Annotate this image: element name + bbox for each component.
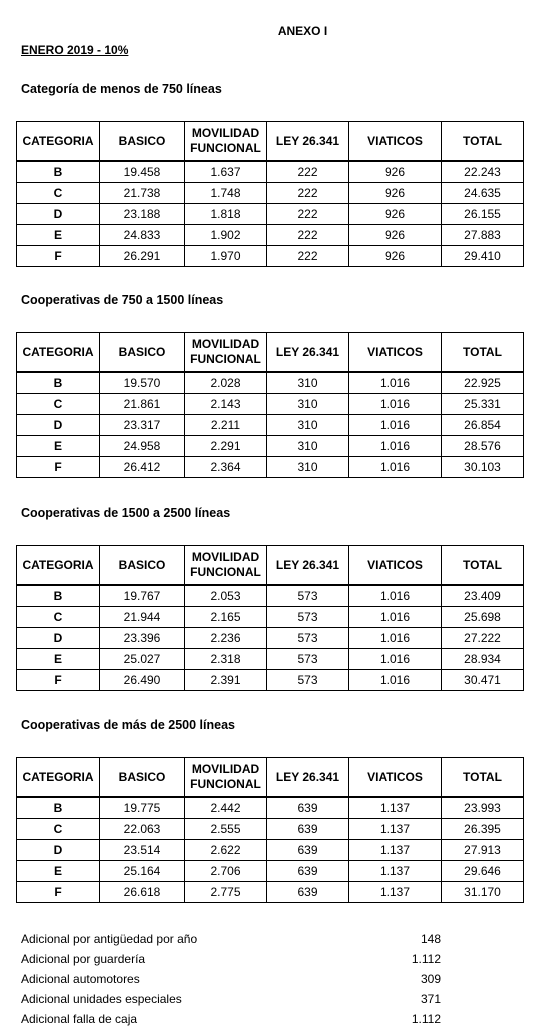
salary-table: [16, 757, 524, 903]
extra-item: [21, 969, 441, 989]
value-cell: 23.396: [100, 628, 185, 649]
category-cell: B: [17, 585, 100, 607]
table-row: [17, 246, 524, 267]
value-cell: 21.944: [100, 607, 185, 628]
value-cell: 573: [267, 670, 349, 691]
value-cell: 23.993: [442, 797, 524, 819]
extras-list: [21, 929, 441, 1029]
value-cell: 2.028: [185, 372, 267, 394]
value-cell: 573: [267, 628, 349, 649]
category-cell: E: [17, 861, 100, 882]
value-cell: 19.570: [100, 372, 185, 394]
value-cell: 1.016: [349, 415, 442, 436]
value-cell: 222: [267, 161, 349, 183]
table-row: [17, 372, 524, 394]
value-cell: 310: [267, 372, 349, 394]
value-cell: 1.016: [349, 585, 442, 607]
value-cell: 27.913: [442, 840, 524, 861]
category-cell: F: [17, 246, 100, 267]
table-row: [17, 649, 524, 670]
value-cell: 926: [349, 204, 442, 225]
value-cell: 25.331: [442, 394, 524, 415]
value-cell: 1.637: [185, 161, 267, 183]
value-cell: 24.833: [100, 225, 185, 246]
category-cell: F: [17, 670, 100, 691]
table-row: [17, 204, 524, 225]
value-cell: 1.016: [349, 649, 442, 670]
value-cell: 222: [267, 183, 349, 204]
value-cell: 25.698: [442, 607, 524, 628]
column-header: TOTAL: [442, 758, 524, 798]
table-row: [17, 840, 524, 861]
column-header: BASICO: [100, 546, 185, 586]
category-cell: D: [17, 204, 100, 225]
value-cell: 926: [349, 161, 442, 183]
value-cell: 24.635: [442, 183, 524, 204]
value-cell: 1.016: [349, 394, 442, 415]
column-header: MOVILIDAD FUNCIONAL: [185, 546, 267, 586]
value-cell: 26.618: [100, 882, 185, 903]
value-cell: 926: [349, 246, 442, 267]
value-cell: 26.395: [442, 819, 524, 840]
value-cell: 926: [349, 183, 442, 204]
category-cell: C: [17, 607, 100, 628]
salary-table: [16, 545, 524, 691]
category-cell: E: [17, 649, 100, 670]
value-cell: 1.902: [185, 225, 267, 246]
column-header: VIATICOS: [349, 546, 442, 586]
value-cell: 310: [267, 394, 349, 415]
value-cell: 1.016: [349, 628, 442, 649]
value-cell: 22.063: [100, 819, 185, 840]
section-heading: Cooperativas de 750 a 1500 líneas: [21, 293, 224, 307]
section-heading: Categoría de menos de 750 líneas: [21, 82, 222, 96]
value-cell: 2.555: [185, 819, 267, 840]
value-cell: 639: [267, 861, 349, 882]
column-header: MOVILIDAD FUNCIONAL: [185, 122, 267, 162]
column-header: MOVILIDAD FUNCIONAL: [185, 333, 267, 373]
column-header: BASICO: [100, 333, 185, 373]
column-header: TOTAL: [442, 333, 524, 373]
extra-label: Adicional por antigüedad por año: [21, 932, 198, 946]
value-cell: 22.925: [442, 372, 524, 394]
column-header: LEY 26.341: [267, 758, 349, 798]
value-cell: 26.490: [100, 670, 185, 691]
value-cell: 28.576: [442, 436, 524, 457]
value-cell: 26.412: [100, 457, 185, 478]
column-header: CATEGORIA: [17, 333, 100, 373]
table-row: [17, 797, 524, 819]
value-cell: 30.103: [442, 457, 524, 478]
table-row: [17, 161, 524, 183]
column-header: CATEGORIA: [17, 758, 100, 798]
document-title: ANEXO I: [277, 24, 328, 38]
value-cell: 1.016: [349, 607, 442, 628]
table-row: [17, 183, 524, 204]
category-cell: B: [17, 161, 100, 183]
category-cell: F: [17, 882, 100, 903]
value-cell: 2.211: [185, 415, 267, 436]
extra-value: 1.112: [411, 1012, 441, 1026]
value-cell: 2.706: [185, 861, 267, 882]
value-cell: 30.471: [442, 670, 524, 691]
value-cell: 1.137: [349, 797, 442, 819]
extra-item: [21, 949, 441, 969]
value-cell: 29.410: [442, 246, 524, 267]
value-cell: 1.818: [185, 204, 267, 225]
value-cell: 2.318: [185, 649, 267, 670]
value-cell: 27.883: [442, 225, 524, 246]
table-header-row: [17, 758, 524, 798]
category-cell: C: [17, 183, 100, 204]
table-header-row: [17, 333, 524, 373]
value-cell: 2.622: [185, 840, 267, 861]
value-cell: 26.291: [100, 246, 185, 267]
category-cell: E: [17, 436, 100, 457]
value-cell: 19.767: [100, 585, 185, 607]
table-row: [17, 819, 524, 840]
value-cell: 23.317: [100, 415, 185, 436]
column-header: TOTAL: [442, 546, 524, 586]
category-cell: E: [17, 225, 100, 246]
category-cell: B: [17, 797, 100, 819]
value-cell: 23.409: [442, 585, 524, 607]
table-row: [17, 457, 524, 478]
extra-label: Adicional por guardería: [21, 952, 146, 966]
table-row: [17, 882, 524, 903]
column-header: CATEGORIA: [17, 546, 100, 586]
value-cell: 310: [267, 457, 349, 478]
value-cell: 573: [267, 585, 349, 607]
column-header: BASICO: [100, 758, 185, 798]
extra-value: 1.112: [411, 952, 441, 966]
section-heading: Cooperativas de más de 2500 líneas: [21, 718, 235, 732]
category-cell: B: [17, 372, 100, 394]
section-heading: Cooperativas de 1500 a 2500 líneas: [21, 506, 231, 520]
table-header-row: [17, 122, 524, 162]
value-cell: 21.861: [100, 394, 185, 415]
value-cell: 1.137: [349, 819, 442, 840]
table-row: [17, 394, 524, 415]
extra-value: 148: [420, 932, 441, 946]
value-cell: 1.137: [349, 840, 442, 861]
salary-table: [16, 121, 524, 267]
value-cell: 222: [267, 246, 349, 267]
value-cell: 1.137: [349, 882, 442, 903]
value-cell: 1.748: [185, 183, 267, 204]
value-cell: 2.291: [185, 436, 267, 457]
extra-label: Adicional falla de caja: [21, 1012, 138, 1026]
column-header: VIATICOS: [349, 122, 442, 162]
value-cell: 310: [267, 415, 349, 436]
category-cell: D: [17, 840, 100, 861]
extra-item: [21, 1009, 441, 1029]
category-cell: C: [17, 819, 100, 840]
table-header-row: [17, 546, 524, 586]
extra-label: Adicional automotores: [21, 972, 140, 986]
table-row: [17, 607, 524, 628]
value-cell: 2.143: [185, 394, 267, 415]
value-cell: 2.236: [185, 628, 267, 649]
value-cell: 926: [349, 225, 442, 246]
column-header: MOVILIDAD FUNCIONAL: [185, 758, 267, 798]
extra-label: Adicional unidades especiales: [21, 992, 182, 1006]
value-cell: 639: [267, 882, 349, 903]
table-row: [17, 415, 524, 436]
value-cell: 2.442: [185, 797, 267, 819]
value-cell: 31.170: [442, 882, 524, 903]
value-cell: 1.016: [349, 670, 442, 691]
column-header: CATEGORIA: [17, 122, 100, 162]
value-cell: 23.514: [100, 840, 185, 861]
value-cell: 26.155: [442, 204, 524, 225]
value-cell: 2.391: [185, 670, 267, 691]
value-cell: 22.243: [442, 161, 524, 183]
value-cell: 2.775: [185, 882, 267, 903]
value-cell: 28.934: [442, 649, 524, 670]
value-cell: 24.958: [100, 436, 185, 457]
value-cell: 25.164: [100, 861, 185, 882]
value-cell: 222: [267, 225, 349, 246]
column-header: BASICO: [100, 122, 185, 162]
value-cell: 1.137: [349, 861, 442, 882]
value-cell: 639: [267, 840, 349, 861]
value-cell: 21.738: [100, 183, 185, 204]
category-cell: C: [17, 394, 100, 415]
value-cell: 27.222: [442, 628, 524, 649]
column-header: LEY 26.341: [267, 122, 349, 162]
value-cell: 26.854: [442, 415, 524, 436]
value-cell: 1.016: [349, 372, 442, 394]
table-row: [17, 670, 524, 691]
column-header: VIATICOS: [349, 333, 442, 373]
value-cell: 222: [267, 204, 349, 225]
value-cell: 29.646: [442, 861, 524, 882]
value-cell: 310: [267, 436, 349, 457]
value-cell: 573: [267, 649, 349, 670]
value-cell: 2.165: [185, 607, 267, 628]
column-header: VIATICOS: [349, 758, 442, 798]
value-cell: 2.053: [185, 585, 267, 607]
value-cell: 2.364: [185, 457, 267, 478]
value-cell: 1.970: [185, 246, 267, 267]
table-row: [17, 861, 524, 882]
value-cell: 573: [267, 607, 349, 628]
value-cell: 19.458: [100, 161, 185, 183]
extra-value: 309: [420, 972, 441, 986]
table-row: [17, 225, 524, 246]
column-header: TOTAL: [442, 122, 524, 162]
table-row: [17, 585, 524, 607]
value-cell: 1.016: [349, 457, 442, 478]
value-cell: 19.775: [100, 797, 185, 819]
table-row: [17, 628, 524, 649]
value-cell: 25.027: [100, 649, 185, 670]
document-subtitle: ENERO 2019 - 10%: [21, 43, 129, 57]
value-cell: 639: [267, 797, 349, 819]
extra-value: 371: [420, 992, 441, 1006]
column-header: LEY 26.341: [267, 333, 349, 373]
value-cell: 639: [267, 819, 349, 840]
table-row: [17, 436, 524, 457]
extra-item: [21, 929, 441, 949]
value-cell: 23.188: [100, 204, 185, 225]
column-header: LEY 26.341: [267, 546, 349, 586]
value-cell: 1.016: [349, 436, 442, 457]
salary-table: [16, 332, 524, 478]
category-cell: D: [17, 415, 100, 436]
category-cell: D: [17, 628, 100, 649]
extra-item: [21, 989, 441, 1009]
category-cell: F: [17, 457, 100, 478]
